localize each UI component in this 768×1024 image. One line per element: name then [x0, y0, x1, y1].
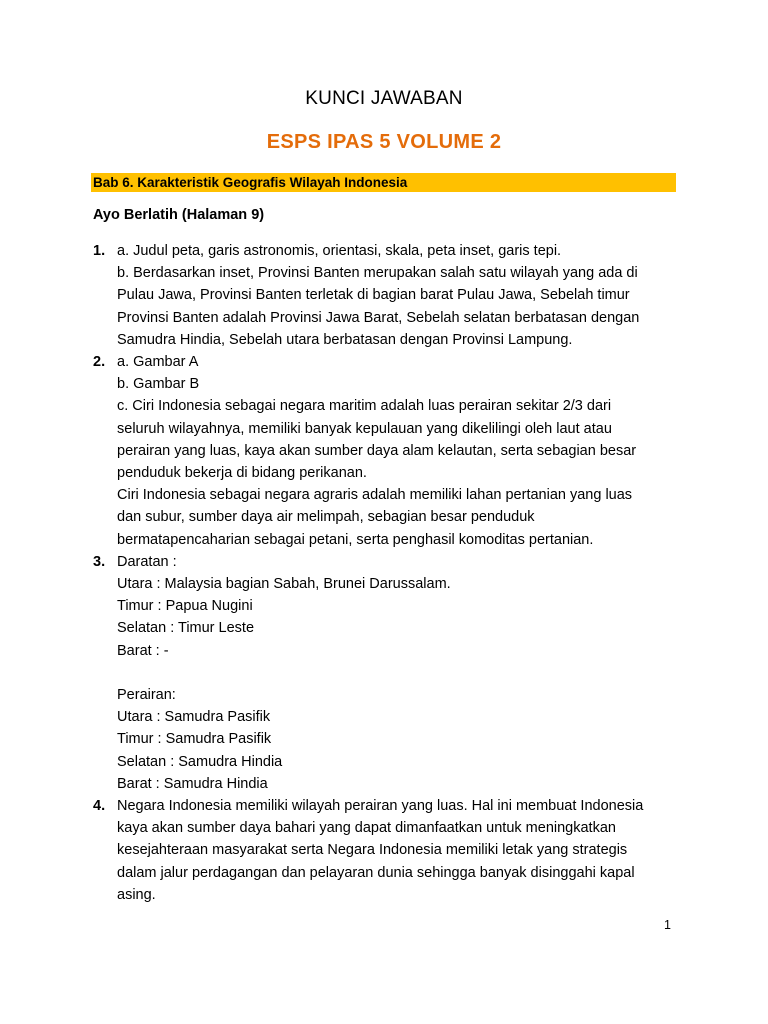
- answer-line: Selatan : Samudra Hindia: [117, 753, 283, 770]
- answer-line: penduduk bekerja di bidang perikanan.: [117, 465, 367, 482]
- answer-line: dan subur, sumber daya air melimpah, sebagian besar penduduk: [117, 509, 535, 526]
- answer-line: Barat : Samudra Hindia: [117, 775, 268, 792]
- answer-number: 3.: [93, 553, 106, 570]
- answer-line: dalam jalur perdagangan dan pelayaran dunia sehingga banyak disinggahi kapal: [117, 864, 635, 881]
- document-subtitle: ESPS IPAS 5 VOLUME 2: [266, 131, 502, 153]
- answer-line: Pulau Jawa, Provinsi Banten terletak di bagian barat Pulau Jawa, Sebelah timur: [117, 287, 630, 304]
- answer-line: kesejahteraan masyarakat serta Negara Indonesia memiliki letak yang strategis: [117, 842, 628, 859]
- answer-line: b. Berdasarkan inset, Provinsi Banten merupakan salah satu wilayah yang ada di: [117, 265, 638, 282]
- answer-number: 2.: [93, 354, 106, 371]
- answer-line: Provinsi Banten adalah Provinsi Jawa Barat, Sebelah selatan berbatasan dengan: [117, 309, 640, 326]
- answer-line: seluruh wilayahnya, memiliki banyak kepulauan yang dikelilingi oleh laut atau: [117, 420, 612, 437]
- answer-line: perairan yang luas, kaya akan sumber daya alam kelautan, serta sebagian besar: [117, 442, 637, 459]
- answer-line: asing.: [117, 886, 156, 903]
- section-heading: Ayo Berlatih (Halaman 9): [93, 207, 265, 223]
- answer-item: [93, 795, 693, 906]
- answer-line: bermatapencaharian sebagai petani, serta penghasil komoditas pertanian.: [117, 531, 594, 548]
- document-title: KUNCI JAWABAN: [305, 88, 463, 109]
- answer-line: Negara Indonesia memiliki wilayah perairan yang luas. Hal ini membuat Indonesia: [117, 798, 644, 815]
- answer-item: [93, 351, 693, 551]
- answer-item: [93, 551, 693, 795]
- answer-line: c. Ciri Indonesia sebagai negara maritim adalah luas perairan sekitar 2/3 dari: [117, 398, 612, 415]
- chapter-heading: Bab 6. Karakteristik Geografis Wilayah Indonesia: [91, 173, 676, 192]
- answer-line: Selatan : Timur Leste: [117, 620, 255, 637]
- answer-line: a. Judul peta, garis astronomis, orientasi, skala, peta inset, garis tepi.: [117, 243, 562, 259]
- answer-number: 4.: [93, 798, 106, 815]
- answer-line: Timur : Samudra Pasifik: [117, 731, 272, 748]
- answer-line: Samudra Hindia, Sebelah utara berbatasan dengan Provinsi Lampung.: [117, 331, 573, 348]
- answer-list: [93, 240, 693, 906]
- blank-line: [117, 662, 693, 684]
- answer-line: Utara : Samudra Pasifik: [117, 709, 271, 726]
- answer-line: Ciri Indonesia sebagai negara agraris adalah memiliki lahan pertanian yang luas: [117, 487, 633, 504]
- answer-line: Barat : -: [117, 642, 169, 659]
- answer-item: [93, 240, 693, 351]
- answer-line: kaya akan sumber daya bahari yang dapat dimanfaatkan untuk meningkatkan: [117, 820, 616, 837]
- answer-line: a. Gambar A: [117, 354, 199, 371]
- answer-line: Perairan:: [117, 687, 176, 704]
- answer-line: b. Gambar B: [117, 376, 200, 393]
- page-number: 1: [664, 918, 671, 932]
- answer-line: Timur : Papua Nugini: [117, 598, 253, 615]
- answer-line: Utara : Malaysia bagian Sabah, Brunei Darussalam.: [117, 576, 451, 593]
- answer-number: 1.: [93, 243, 106, 259]
- answer-line: Daratan :: [117, 553, 177, 570]
